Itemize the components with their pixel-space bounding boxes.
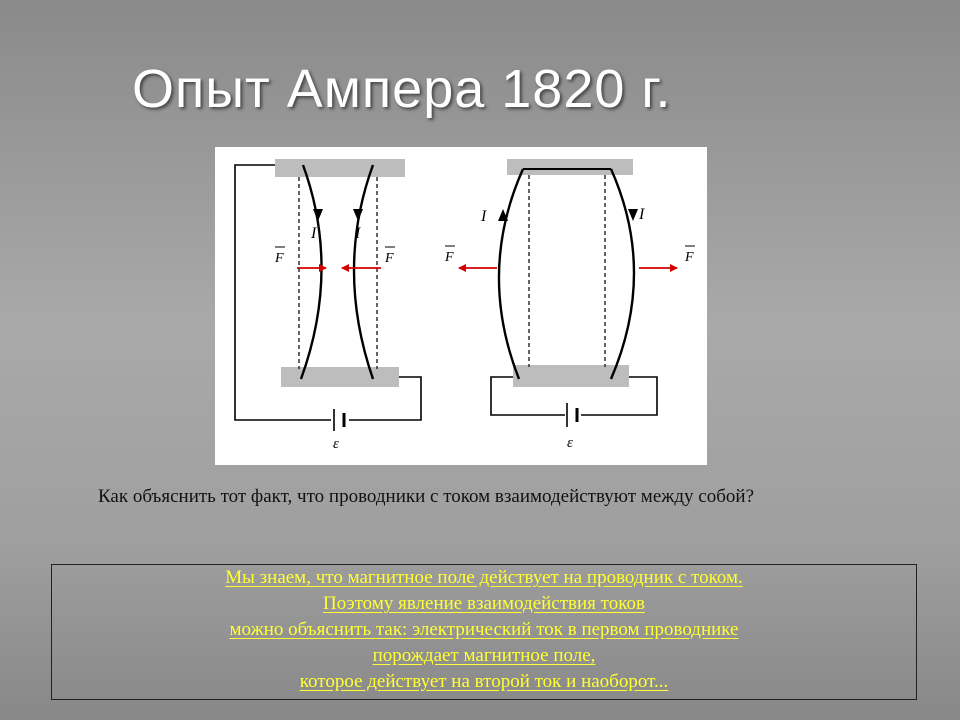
left-current-label-2: I (355, 225, 361, 242)
answer-line-5: которое действует на второй ток и наоборот... (299, 671, 669, 692)
answer-box (51, 564, 917, 700)
slide-title: Опыт Ампера 1820 г. (132, 59, 672, 119)
current-arrow-icon (313, 209, 323, 221)
ampere-experiment-diagram (215, 147, 707, 465)
left-bottom-holder (281, 367, 399, 387)
current-arrow-icon (628, 209, 638, 221)
current-arrow-icon (353, 209, 363, 221)
left-wire-2 (354, 165, 373, 379)
right-force-label-1: F (445, 250, 454, 265)
answer-line-4: порождает магнитное поле, (372, 645, 596, 666)
left-wire-1 (301, 165, 322, 379)
answer-line-3: можно объяснить так: электрический ток в первом проводнике (229, 619, 739, 640)
right-wire-2 (611, 169, 634, 379)
question-text: Как объяснить тот факт, что проводники с током взаимодействуют между собой? (98, 486, 755, 507)
answer-line-1: Мы знаем, что магнитное поле действует на проводник с током. (225, 567, 743, 588)
right-current-label-1: I (481, 208, 487, 225)
right-top-holder (507, 159, 633, 175)
left-current-label-1: I (311, 225, 317, 242)
right-emf-label: ε (567, 435, 573, 451)
left-emf-label: ε (333, 436, 339, 452)
right-setup (444, 159, 695, 451)
right-wire-1 (499, 169, 523, 379)
left-setup (235, 159, 421, 452)
left-force-label-2: F (385, 251, 394, 266)
left-force-label-1: F (275, 251, 284, 266)
right-force-label-2: F (685, 250, 694, 265)
right-current-label-2: I (639, 206, 645, 223)
answer-line-2: Поэтому явление взаимодействия токов (323, 593, 645, 614)
left-top-holder (275, 159, 405, 177)
